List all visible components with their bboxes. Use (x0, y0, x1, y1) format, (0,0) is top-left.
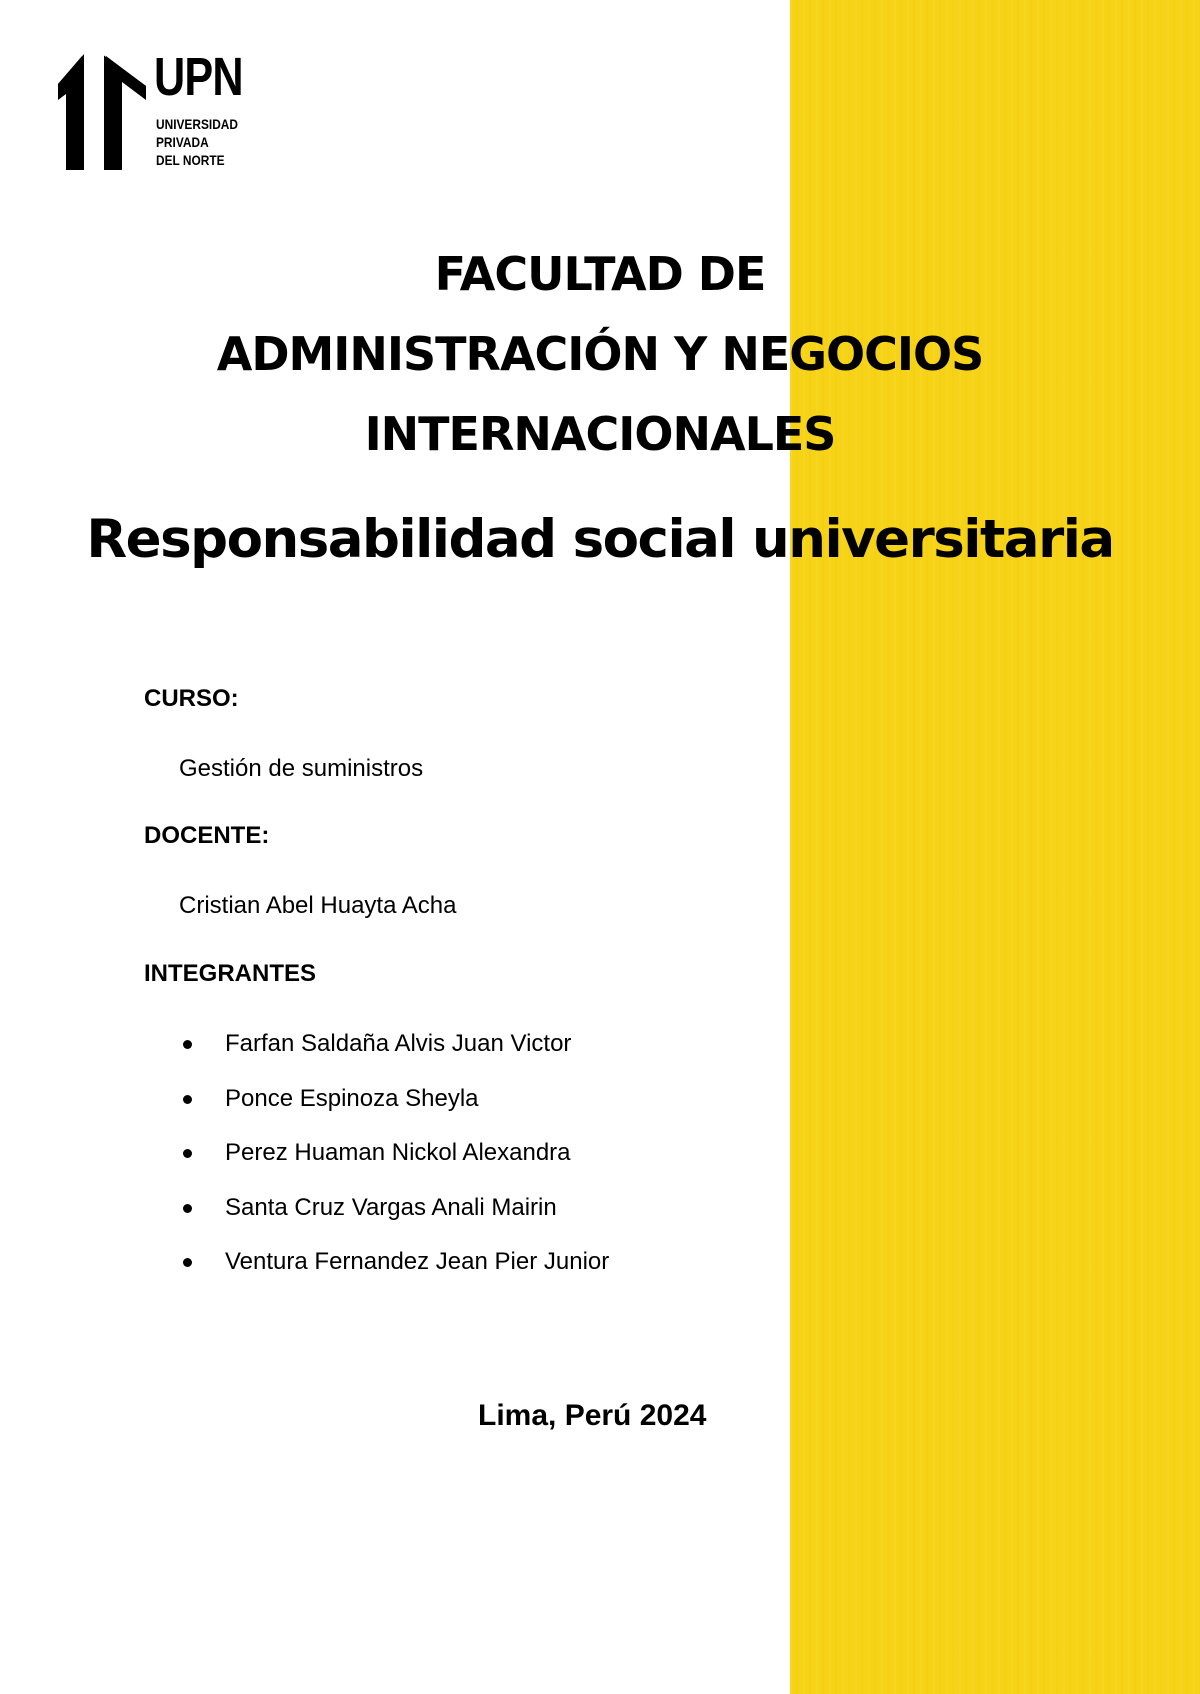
bullet-icon (183, 1040, 192, 1049)
logo-line-2: PRIVADA (156, 134, 209, 150)
member-name: Perez Huaman Nickol Alexandra (225, 1139, 571, 1166)
list-item (180, 1193, 609, 1248)
members-list (180, 1029, 609, 1302)
list-item (180, 1084, 609, 1139)
faculty-title (0, 234, 1200, 474)
bullet-icon (183, 1204, 192, 1213)
faculty-title-line-1: FACULTAD DE (434, 247, 766, 301)
bullet-icon (183, 1258, 192, 1267)
bullet-icon (183, 1095, 192, 1104)
member-name: Ventura Fernandez Jean Pier Junior (225, 1248, 610, 1275)
upn-arrow-logo-icon (58, 54, 146, 170)
upn-logo (58, 47, 258, 172)
member-name: Ponce Espinoza Sheyla (225, 1084, 479, 1112)
list-item (180, 1029, 609, 1084)
member-name: Santa Cruz Vargas Anali Mairin (225, 1193, 557, 1221)
bullet-icon (183, 1149, 192, 1158)
logo-line-3: DEL NORTE (156, 152, 225, 168)
faculty-title-line-2: ADMINISTRACIÓN Y NEGOCIOS (216, 327, 984, 381)
place-date: Lima, Perú 2024 (478, 1399, 707, 1432)
faculty-title-line-3: INTERNACIONALES (364, 407, 836, 461)
teacher-value: Cristian Abel Huayta Acha (179, 892, 457, 919)
document-subtitle: Responsabilidad social universitaria (86, 509, 1114, 570)
member-name: Farfan Saldaña Alvis Juan Victor (225, 1030, 572, 1057)
logo-line-1: UNIVERSIDAD (156, 116, 238, 132)
course-label: CURSO: (144, 685, 239, 712)
logo-wordmark: UPN (154, 47, 243, 107)
members-label: INTEGRANTES (144, 960, 317, 987)
list-item (180, 1138, 609, 1193)
teacher-label: DOCENTE: (144, 822, 270, 849)
course-value: Gestión de suministros (179, 755, 424, 782)
list-item (180, 1247, 609, 1302)
